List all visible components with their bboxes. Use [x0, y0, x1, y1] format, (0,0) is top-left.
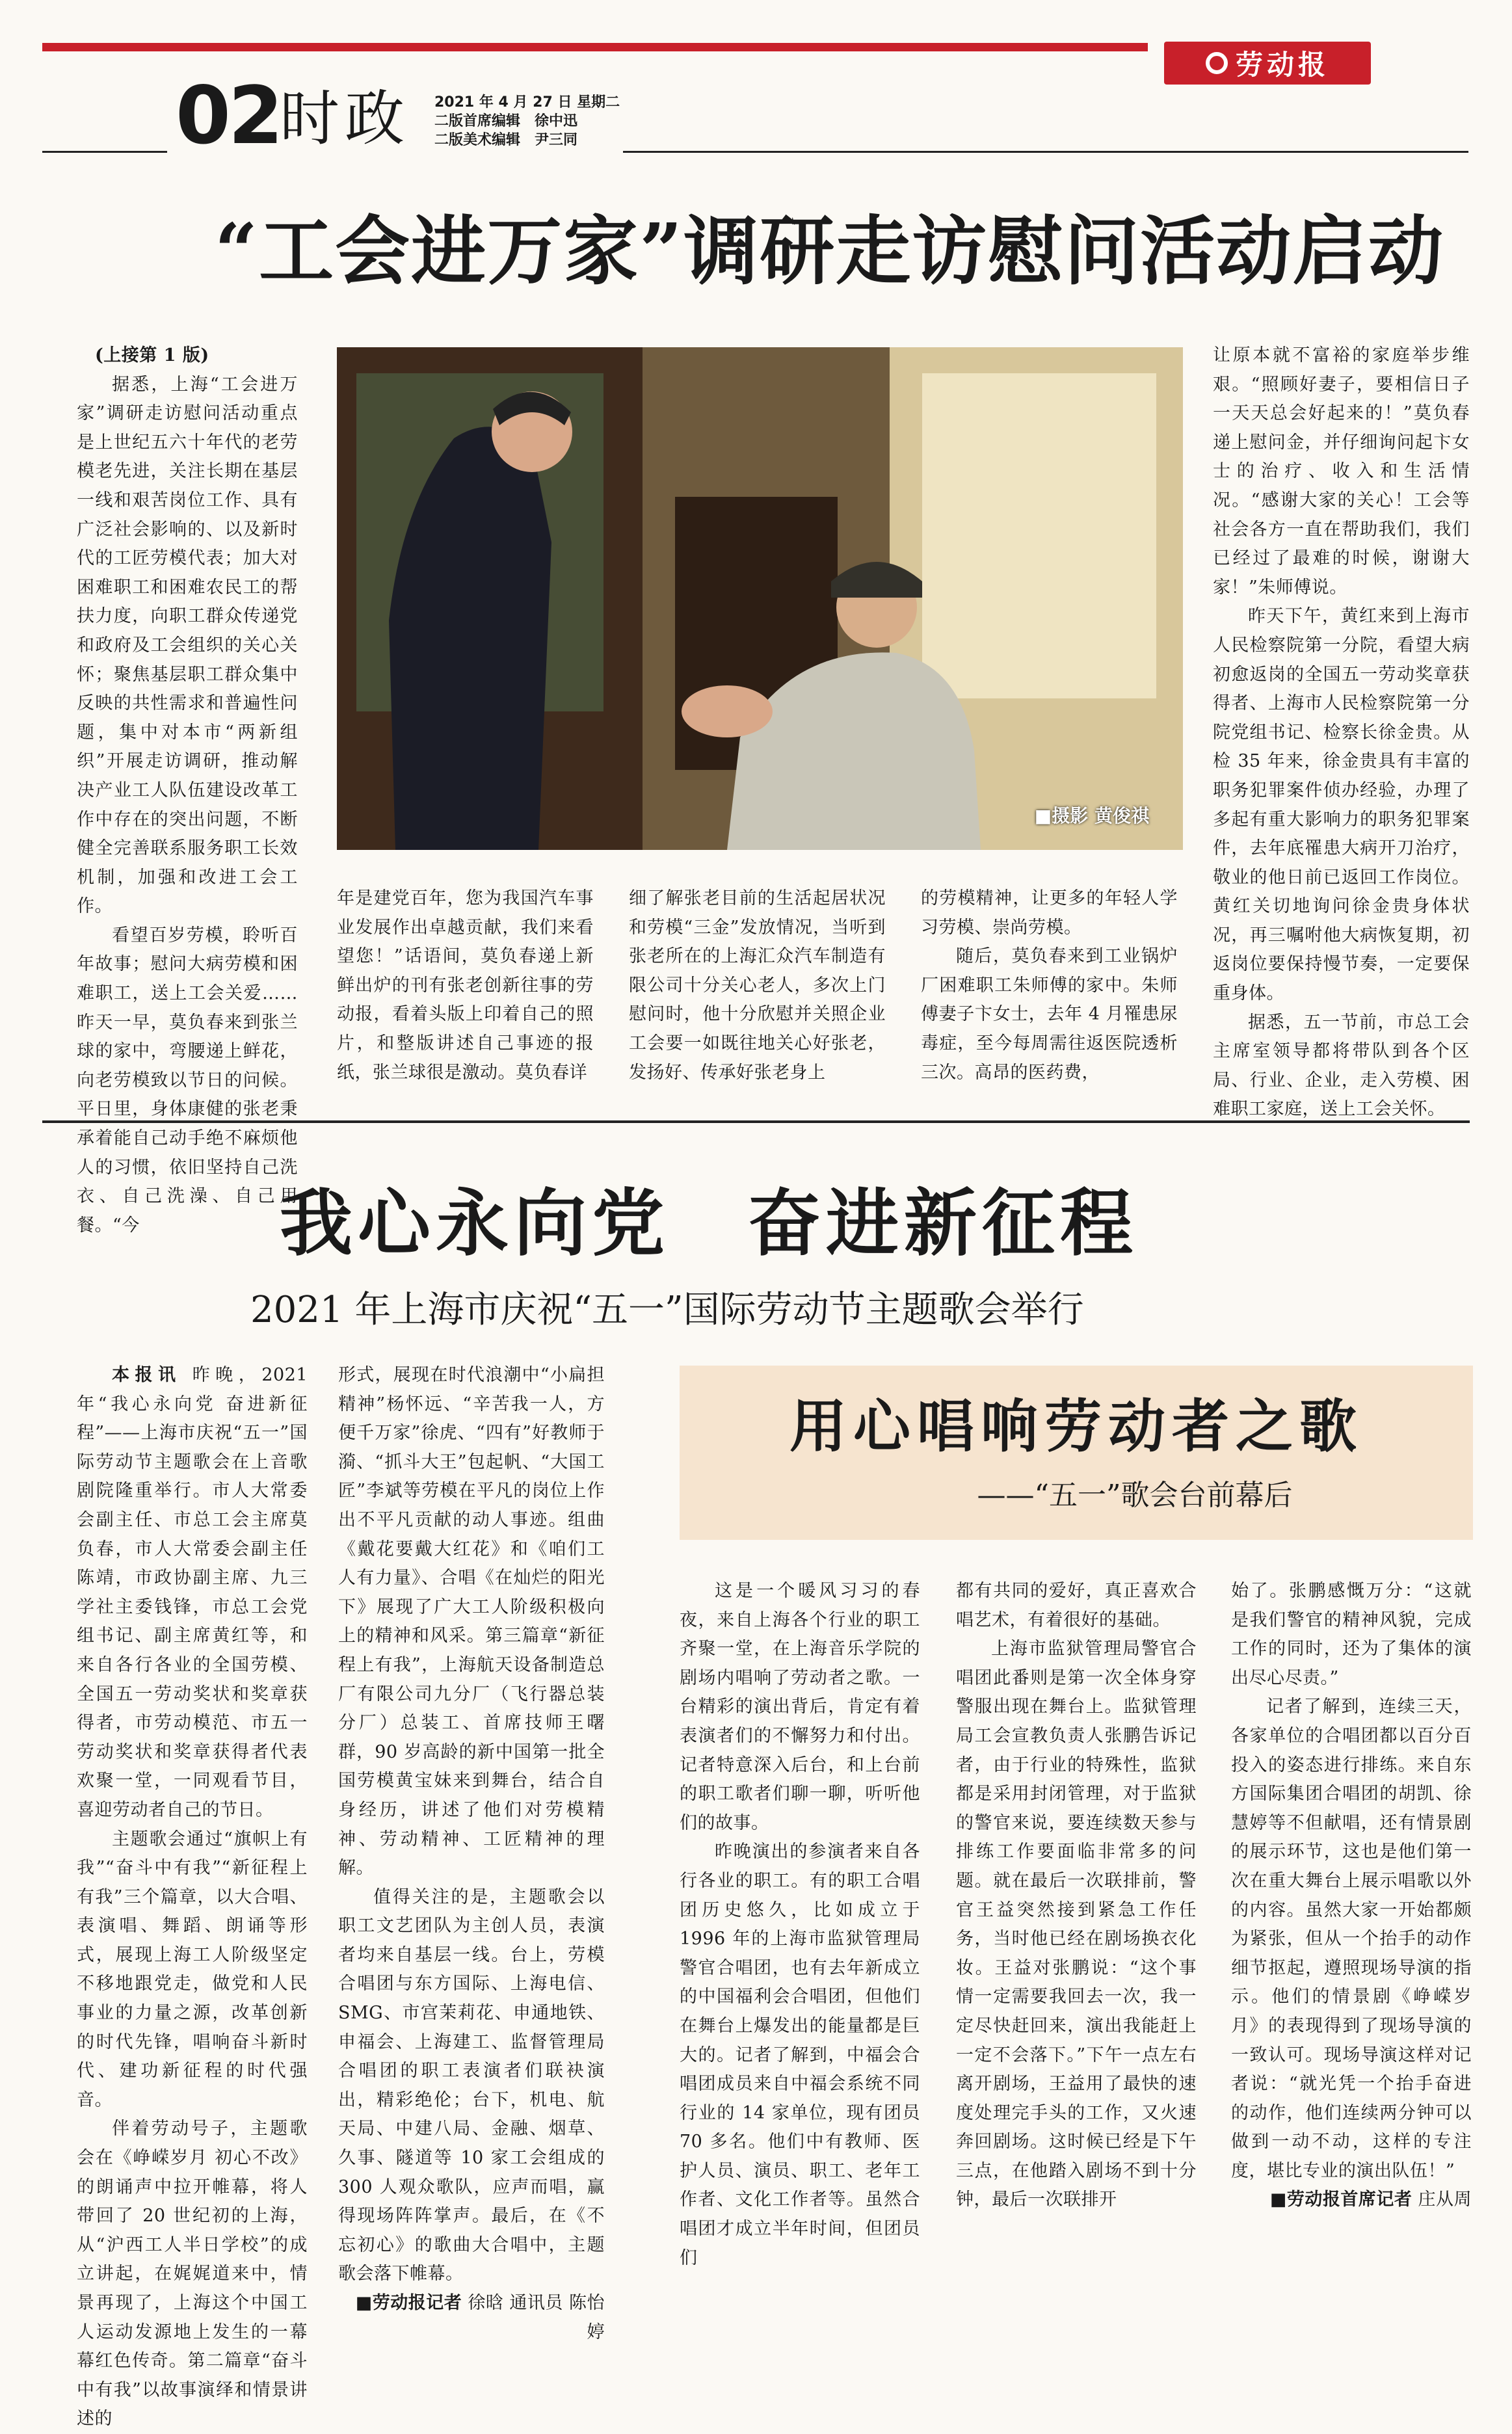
- article3-header-box: [680, 1366, 1473, 1540]
- article1-col2: [337, 884, 594, 1087]
- paragraph: 记者了解到，连续三天，各家单位的合唱团都以百分百投入的姿态进行排练。来自东方国际集团合唱团的胡凯、徐慧婷等不但献唱，还有情景剧的展示环节，这也是他们第一次在重大舞台上展示唱歌以外的内容。虽然大家一开始都颇为紧张，但从一个抬手的动作细节抠起，遵照现场导演的指示。他们的情景剧《峥嵘岁月》的表现得到了现场导演的一致认可。现场导演这样对记者说：“就光凭一个抬手奋进的动作，他们连续两分钟可以做到一动不动，这样的专注度，堪比专业的演出队伍！”: [1231, 1697, 1472, 2181]
- paragraph: 让原本就不富裕的家庭举步维艰。“照顾好妻子，要相信日子一天天总会好起来的！”莫负春递上慰问金，并仔细询问起卞女士的治疗、收入和生活情况。“感谢大家的关心！工会等社会各方一直在帮助我们，我们已经过了最难的时候，谢谢大家！”朱师傅说。: [1213, 345, 1470, 598]
- continued-note: (上接第 1 版): [95, 345, 209, 365]
- article1-col1: [77, 341, 298, 1240]
- paragraph: 的劳模精神，让更多的年轻人学习劳模、崇尚劳模。: [921, 888, 1178, 938]
- paragraph: 伴着劳动号子，主题歌会在《峥嵘岁月 初心不改》的朗诵声中拉开帷幕，将人带回了 20 世纪初的上海，从“沪西工人半日学校”的成立讲起，在娓娓道来中，情景再现了，上海这个中国工人运动发源地上发生的一幕幕红色传奇。第二篇章“奋斗中有我”以故事演绎和情景讲述的: [77, 2119, 308, 2429]
- paragraph: 这是一个暖风习习的春夜，来自上海各个行业的职工齐聚一堂，在上海音乐学院的剧场内唱响了劳动者之歌。一台精彩的演出背后，肯定有着表演者们的不懈努力和付出。记者特意深入后台，和上台前的职工歌者们聊一聊，听听他们的故事。: [680, 1581, 920, 1833]
- paragraph: 都有共同的爱好，真正喜欢合唱艺术，有着很好的基础。: [956, 1581, 1197, 1630]
- article3-col3: [1231, 1577, 1472, 2215]
- article2-headline: 我心永向党 奋进新征程: [280, 1181, 1138, 1266]
- article3-subheadline: ——“五一”歌会台前幕后: [977, 1479, 1293, 1512]
- byline-label: ■劳动报首席记者: [1269, 2189, 1413, 2210]
- article3-headline: 用心唱响劳动者之歌: [789, 1392, 1363, 1460]
- issue-meta: [434, 93, 620, 150]
- paragraph: 年是建党百年，您为我国汽车事业发展作出卓越贡献，我们来看望您！”话语间，莫负春递上新鲜出炉的刊有张老创新往事的劳动报，看着头版上印着自己的照片，和整版讲述自己事迹的报纸，张兰球很是激动。莫负春详: [337, 888, 594, 1083]
- article1-col3: [629, 884, 886, 1087]
- paragraph: 昨天下午，黄红来到上海市人民检察院第一分院，看望大病初愈返岗的全国五一劳动奖章获得者、上海市人民检察院第一分院党组书记、检察长徐金贵。从检 35 年来，徐金贵具有丰富的职务犯罪案件侦办经验，办理了多起有重大影响力的职务犯罪案件，去年底罹患大病开刀治疗，敬业的他日前已返回工作岗位。黄红关切地询问徐金贵身体状况，再三嘱咐他大病恢复期，初返岗位要保持慢节奏，一定要保重身体。: [1213, 606, 1470, 1004]
- photo-scene: [337, 347, 1183, 850]
- photo-credit: ■摄影 黄俊祺: [1034, 805, 1149, 827]
- top-red-rule: [42, 43, 1148, 51]
- paragraph: 上海市监狱管理局警官合唱团此番则是第一次全体身穿警服出现在舞台上。监狱管理局工会宣教负责人张鹏告诉记者，由于行业的特殊性，监狱都是采用封闭管理，对于监狱的警官来说，要连续数天参与排练工作要面临非常多的问题。就在最后一次联排前，警官王益突然接到紧急工作任务，当时他已经在剧场换衣化妆。王益对张鹏说：“这个事情一定需要我回去一次，我一定尽快赶回来，演出我能赶上一定不会落下。”下午一点左右离开剧场，王益用了最快的速度处理完手头的工作，又火速奔回剧场。这时候已经是下午三点，在他踏入剧场不到十分钟，最后一次联排开: [956, 1639, 1197, 2210]
- article3-col2: [956, 1577, 1197, 2215]
- header-left-rule: [42, 151, 167, 153]
- issue-date: 2021 年 4 月 27 日 星期二: [434, 94, 620, 111]
- paragraph: 看望百岁劳模，聆听百年故事；慰问大病劳模和困难职工，送上工会关爱……昨天一早，莫负春来到张兰球的家中，弯腰递上鲜花，向老劳模致以节日的问候。平日里，身体康健的张老秉承着能自己动手绝不麻烦他人的习惯，依旧坚持自己洗衣、自己洗澡、自己用餐。“今: [77, 925, 298, 1236]
- article1-headline: “工会进万家”调研走访慰问活动启动: [215, 207, 1445, 295]
- article1-col4: [921, 884, 1178, 1087]
- article3-col1: [680, 1577, 920, 2273]
- byline: [338, 2289, 605, 2347]
- article2-subheadline: 2021 年上海市庆祝“五一”国际劳动节主题歌会举行: [250, 1289, 1084, 1331]
- paragraph: 值得关注的是，主题歌会以职工文艺团队为主创人员，表演者均来自基层一线。台上，劳模合唱团与东方国际、上海电信、SMG、市宫茉莉花、申通地铁、申福会、上海建工、监督管理局合唱团的职工表演者们联袂演出，精彩绝伦；台下，机电、航天局、中建八局、金融、烟草、久事、隧道等 10 家工会组成的 300 人观众歌队，应声而唱，赢得现场阵阵掌声。最后，在《不忘初心》的歌曲大合唱中，主题歌会落下帷幕。: [338, 1886, 605, 2284]
- paragraph: 主题歌会通过“旗帜上有我”“奋斗中有我”“新征程上有我”三个篇章，以大合唱、表演唱、舞蹈、朗诵等形式，展现上海工人阶级坚定不移地跟党走，做党和人民事业的力量之源，改革创新的时代先锋，唱响奋斗新时代、建功新征程的时代强音。: [77, 1829, 308, 2110]
- header-right-rule: [623, 151, 1468, 153]
- paragraph: 据悉，五一节前，市总工会主席室领导都将带队到各个区局、行业、企业，走入劳模、困难职工家庭，送上工会关怀。: [1213, 1012, 1470, 1120]
- paragraph: 始了。张鹏感慨万分：“这就是我们警官的精神风貌，完成工作的同时，还为了集体的演出尽心尽责。”: [1231, 1581, 1472, 1688]
- byline-label: ■劳动报记者: [355, 2293, 462, 2313]
- paragraph: [77, 1361, 308, 1825]
- paragraph: 昨晚演出的参演者来自各行各业的职工。有的职工合唱团历史悠久，比如成立于 1996 年的上海市监狱管理局警官合唱团，也有去年新成立的中国福利会合唱团，但他们在舞台上爆发出的能量都是巨大的。记者了解到，中福会合唱团成员来自中福会系统不同行业的 14 家单位，现有团员 70 多名。他们中有教师、医护人员、演员、职工、老年工作者、文化工作者等。虽然合唱团才成立半年时间，但团员们: [680, 1842, 920, 2268]
- chief-editor: 二版首席编辑 徐中迅: [434, 113, 578, 129]
- article2-col1: [77, 1361, 308, 2434]
- logo-badge: [1164, 42, 1371, 85]
- art-editor: 二版美术编辑 尹三同: [434, 132, 578, 148]
- article1-col5: [1213, 341, 1470, 1124]
- logo-text: 劳动报: [1235, 49, 1329, 81]
- paragraph: 随后，莫负春来到工业锅炉厂困难职工朱师傅的家中。朱师傅妻子卞女士，去年 4 月罹患尿毒症，至今每周需往返医院透析三次。高昂的医药费，: [921, 946, 1178, 1083]
- byline: [1231, 2186, 1472, 2215]
- section-divider: [42, 1120, 1470, 1123]
- article2-col2: [338, 1361, 605, 2347]
- news-photo: [337, 347, 1183, 850]
- paragraph: 据悉，上海“工会进万家”调研走访慰问活动重点是上世纪五六十年代的老劳模老先进，关注长期在基层一线和艰苦岗位工作、具有广泛社会影响的、以及新时代的工匠劳模代表；加大对困难职工和困难农民工的帮扶力度，向职工群众传递党和政府及工会组织的关心关怀；聚焦基层职工群众集中反映的共性需求和普遍性问题，集中对本市“两新组织”开展走访调研，推动解决产业工人队伍建设改革工作中存在的突出问题，不断健全完善联系服务职工长效机制，加强和改进工会工作。: [77, 374, 298, 917]
- lead-label: 本报讯: [112, 1365, 181, 1385]
- paragraph: 形式，展现在时代浪潮中“小扁担精神”杨怀远、“辛苦我一人，方便千万家”徐虎、“四有”好教师于漪、“抓斗大王”包起帆、“大国工匠”李斌等劳模在平凡的岗位上作出不平凡贡献的动人事迹。组曲《戴花要戴大红花》和《咱们工人有力量》、合唱《在灿烂的阳光下》展现了广大工人阶级积极向上的精神和风采。第三篇章“新征程上有我”，上海航天设备制造总厂有限公司九分厂（飞行器总装分厂）总装工、首席技师王曙群，90 岁高龄的新中国第一批全国劳模黄宝妹来到舞台，结合自身经历，讲述了他们对劳模精神、劳动精神、工匠精神的理解。: [338, 1365, 605, 1879]
- logo-icon: [1206, 52, 1228, 74]
- byline-names: 徐晗 通讯员 陈怡婷: [468, 2293, 605, 2342]
- paragraph: 细了解张老目前的生活起居状况和劳模“三金”发放情况，当听到张老所在的上海汇众汽车制造有限公司十分关心老人，多次上门慰问时，他十分欣慰并关照企业工会要一如既往地关心好张老，发扬好、传承好张老身上: [629, 888, 886, 1083]
- byline-names: 庄从周: [1418, 2189, 1472, 2210]
- section-name: 时政: [280, 84, 410, 153]
- section-number: 02: [176, 70, 281, 162]
- lead-text: 昨晚，2021 年“我心永向党 奋进新征程”——上海市庆祝“五一”国际劳动节主题歌会在上音歌剧院隆重举行。市人大常委会副主任、市总工会主席莫负春，市人大常委会副主任陈靖，市政协副主席、九三学社主委钱锋，市总工会党组书记、副主席黄红等，和来自各行各业的全国劳模、全国五一劳动奖状和奖章获得者，市劳动模范、市五一劳动奖状和奖章获得者代表欢聚一堂，一同观看节目，喜迎劳动者自己的节日。: [77, 1365, 308, 1820]
